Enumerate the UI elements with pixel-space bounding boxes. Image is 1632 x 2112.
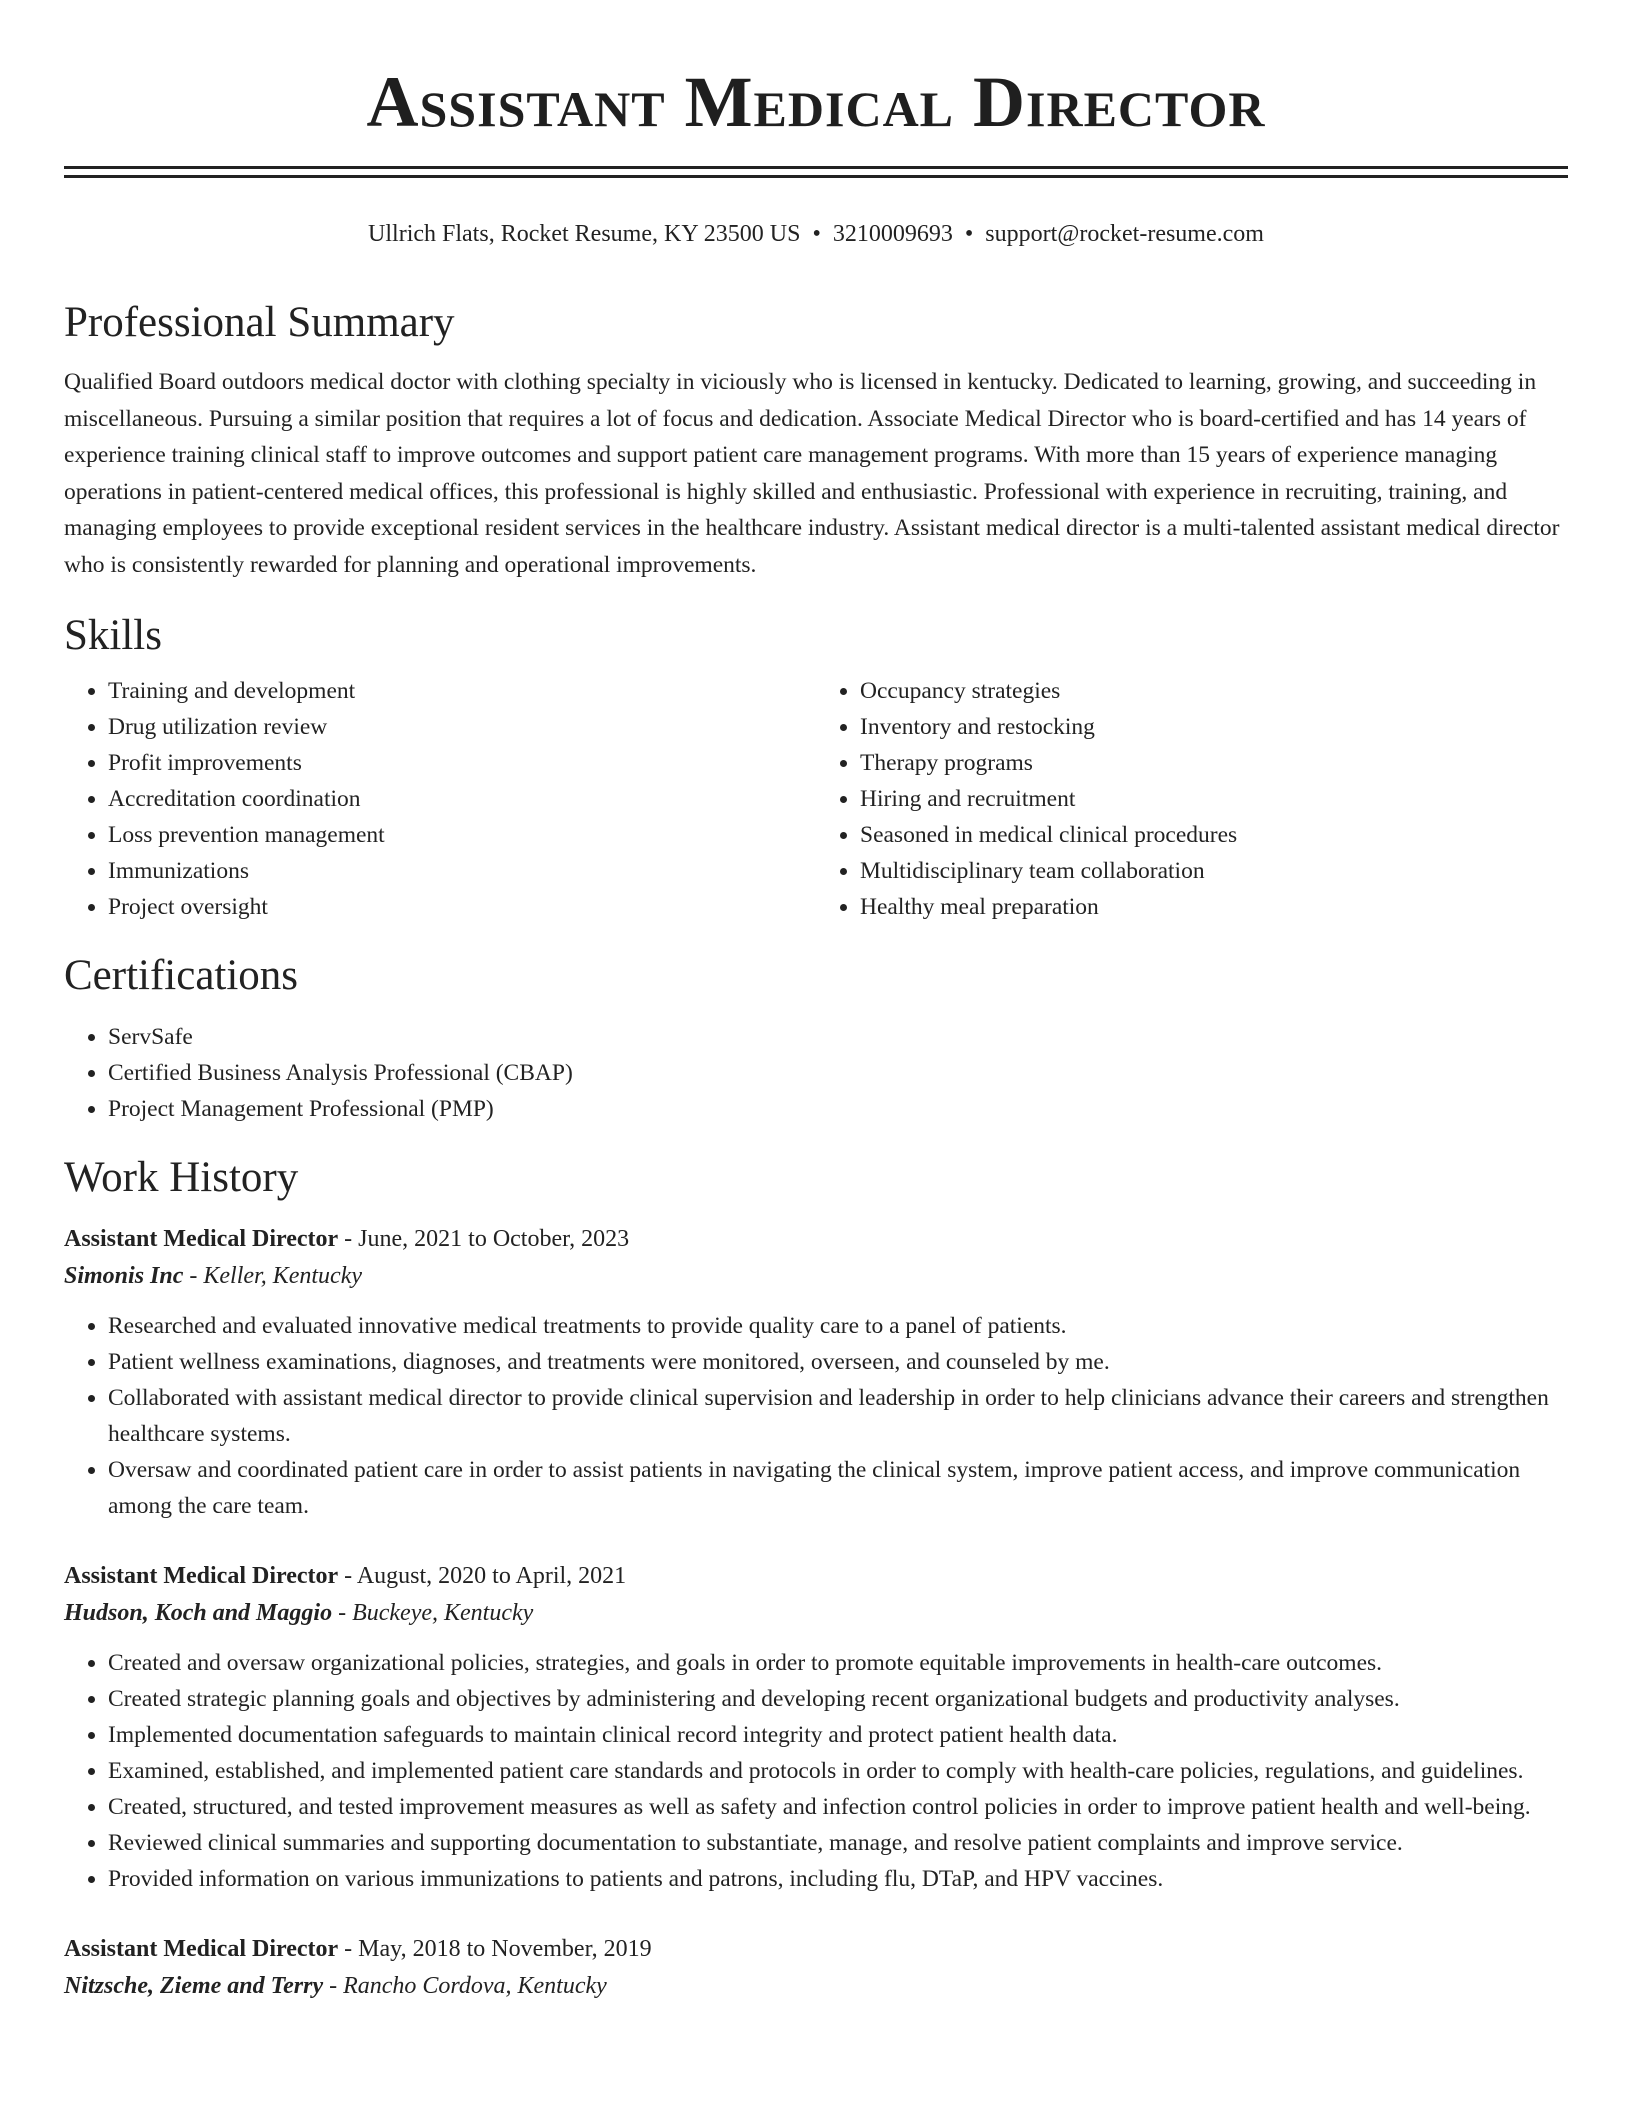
contact-line (64, 218, 1568, 250)
work-history-heading: Work History (64, 1154, 299, 1201)
job-entry (64, 1221, 1568, 1524)
job-dates: - August, 2020 to April, 2021 (338, 1563, 627, 1589)
job-company: Simonis Inc (64, 1263, 184, 1289)
certifications-heading: Certifications (64, 952, 299, 999)
skill-item: • Therapy programs (860, 745, 1568, 781)
contact-phone: 3210009693 (832, 221, 953, 247)
duty-item: • Examined, established, and implemented patient care standards and protocols in order to comply with health-care policies, regulations, and guidelines. (108, 1753, 1568, 1789)
job-location: - Keller, Kentucky (183, 1263, 362, 1289)
job-title: Assistant Medical Director (64, 1226, 339, 1252)
duty-item: • Patient wellness examinations, diagnoses, and treatments were monitored, overseen, and counseled by me. (108, 1344, 1568, 1380)
job-dates: - June, 2021 to October, 2023 (338, 1226, 630, 1252)
resume-title: Assistant Medical Director (366, 62, 1266, 142)
skills-list-right (816, 673, 1568, 925)
certifications-list (64, 1019, 1568, 1127)
skill-item: • Seasoned in medical clinical procedures (860, 817, 1568, 853)
skill-item: • Healthy meal preparation (860, 889, 1568, 925)
job-title: Assistant Medical Director (64, 1563, 339, 1589)
job-duties (64, 1645, 1568, 1897)
duty-item: • Created strategic planning goals and objectives by administering and developing recent organizational budgets and productivity analyses. (108, 1681, 1568, 1717)
duty-item: • Collaborated with assistant medical director to provide clinical supervision and leadership in order to help clinicians advance their careers and strengthen healthcare systems. (108, 1380, 1568, 1452)
skill-item: • Occupancy strategies (860, 673, 1568, 709)
job-location: - Rancho Cordova, Kentucky (323, 1973, 607, 1999)
job-employer-line (64, 1258, 1568, 1295)
skills-columns (64, 673, 1568, 925)
duty-item: • Provided information on various immunizations to patients and patrons, including flu, DTaP, and HPV vaccines. (108, 1861, 1568, 1897)
job-title: Assistant Medical Director (64, 1936, 339, 1962)
duty-item: • Created and oversaw organizational policies, strategies, and goals in order to promote equitable improvements in health-care outcomes. (108, 1645, 1568, 1681)
certification-item: • ServSafe (108, 1019, 1568, 1055)
job-title-line (64, 1558, 1568, 1595)
contact-separator: • (812, 221, 821, 247)
skill-item: • Immunizations (108, 853, 816, 889)
job-employer-line (64, 1968, 1568, 2005)
summary-text: Qualified Board outdoors medical doctor with clothing specialty in viciously who is licensed in kentucky. Dedicated to learning, growing, and succeeding in miscellaneous. Pursuing a similar position that requires a lot of focus and dedication. Associate Medical Director who is board-certified and has 14 years of experience training clinical staff to improve outcomes and support patient care management programs. With more than 15 years of experience managing operations in patient-centered medical offices, this professional is highly skilled and enthusiastic. Professional with experience in recruiting, training, and managing employees to provide exceptional resident services in the healthcare industry. Assistant medical director is a multi-talented assistant medical director who is consistently rewarded for planning and operational improvements. (64, 369, 1560, 578)
skill-item: • Training and development (108, 673, 816, 709)
job-dates: - May, 2018 to November, 2019 (338, 1936, 652, 1962)
duty-item: • Oversaw and coordinated patient care in order to assist patients in navigating the clinical system, improve patient access, and improve communication among the care team. (108, 1452, 1568, 1524)
skill-item: • Multidisciplinary team collaboration (860, 853, 1568, 889)
job-entry (64, 1931, 1568, 2005)
contact-address: Ullrich Flats, Rocket Resume, KY 23500 US (368, 221, 801, 247)
job-duties (64, 1308, 1568, 1524)
certification-item: • Certified Business Analysis Professional (CBAP) (108, 1055, 1568, 1091)
skill-item: • Loss prevention management (108, 817, 816, 853)
certification-item: • Project Management Professional (PMP) (108, 1091, 1568, 1127)
job-title-line (64, 1221, 1568, 1258)
job-title-line (64, 1931, 1568, 1968)
title-divider-bottom (64, 175, 1568, 178)
contact-separator: • (964, 221, 974, 247)
summary-heading: Professional Summary (64, 299, 455, 346)
job-entry (64, 1558, 1568, 1897)
duty-item: • Created, structured, and tested improvement measures as well as safety and infection control policies in order to improve patient health and well-being. (108, 1789, 1568, 1825)
skills-heading: Skills (64, 612, 162, 659)
skills-list-left (64, 673, 816, 925)
skill-item: • Accreditation coordination (108, 781, 816, 817)
resume-page (64, 0, 1568, 2005)
skill-item: • Drug utilization review (108, 709, 816, 745)
skill-item: • Hiring and recruitment (860, 781, 1568, 817)
duty-item: • Reviewed clinical summaries and supporting documentation to substantiate, manage, and resolve patient complaints and improve service. (108, 1825, 1568, 1861)
job-location: - Buckeye, Kentucky (332, 1600, 534, 1626)
skill-item: • Project oversight (108, 889, 816, 925)
job-company: Nitzsche, Zieme and Terry (64, 1973, 324, 1999)
job-company: Hudson, Koch and Maggio (64, 1600, 333, 1626)
job-employer-line (64, 1595, 1568, 1632)
skill-item: • Inventory and restocking (860, 709, 1568, 745)
title-divider-top (64, 166, 1568, 169)
skill-item: • Profit improvements (108, 745, 816, 781)
duty-item: • Implemented documentation safeguards to maintain clinical record integrity and protect patient health data. (108, 1717, 1568, 1753)
duty-item: • Researched and evaluated innovative medical treatments to provide quality care to a panel of patients. (108, 1308, 1568, 1344)
contact-email: support@rocket-resume.com (985, 221, 1264, 247)
